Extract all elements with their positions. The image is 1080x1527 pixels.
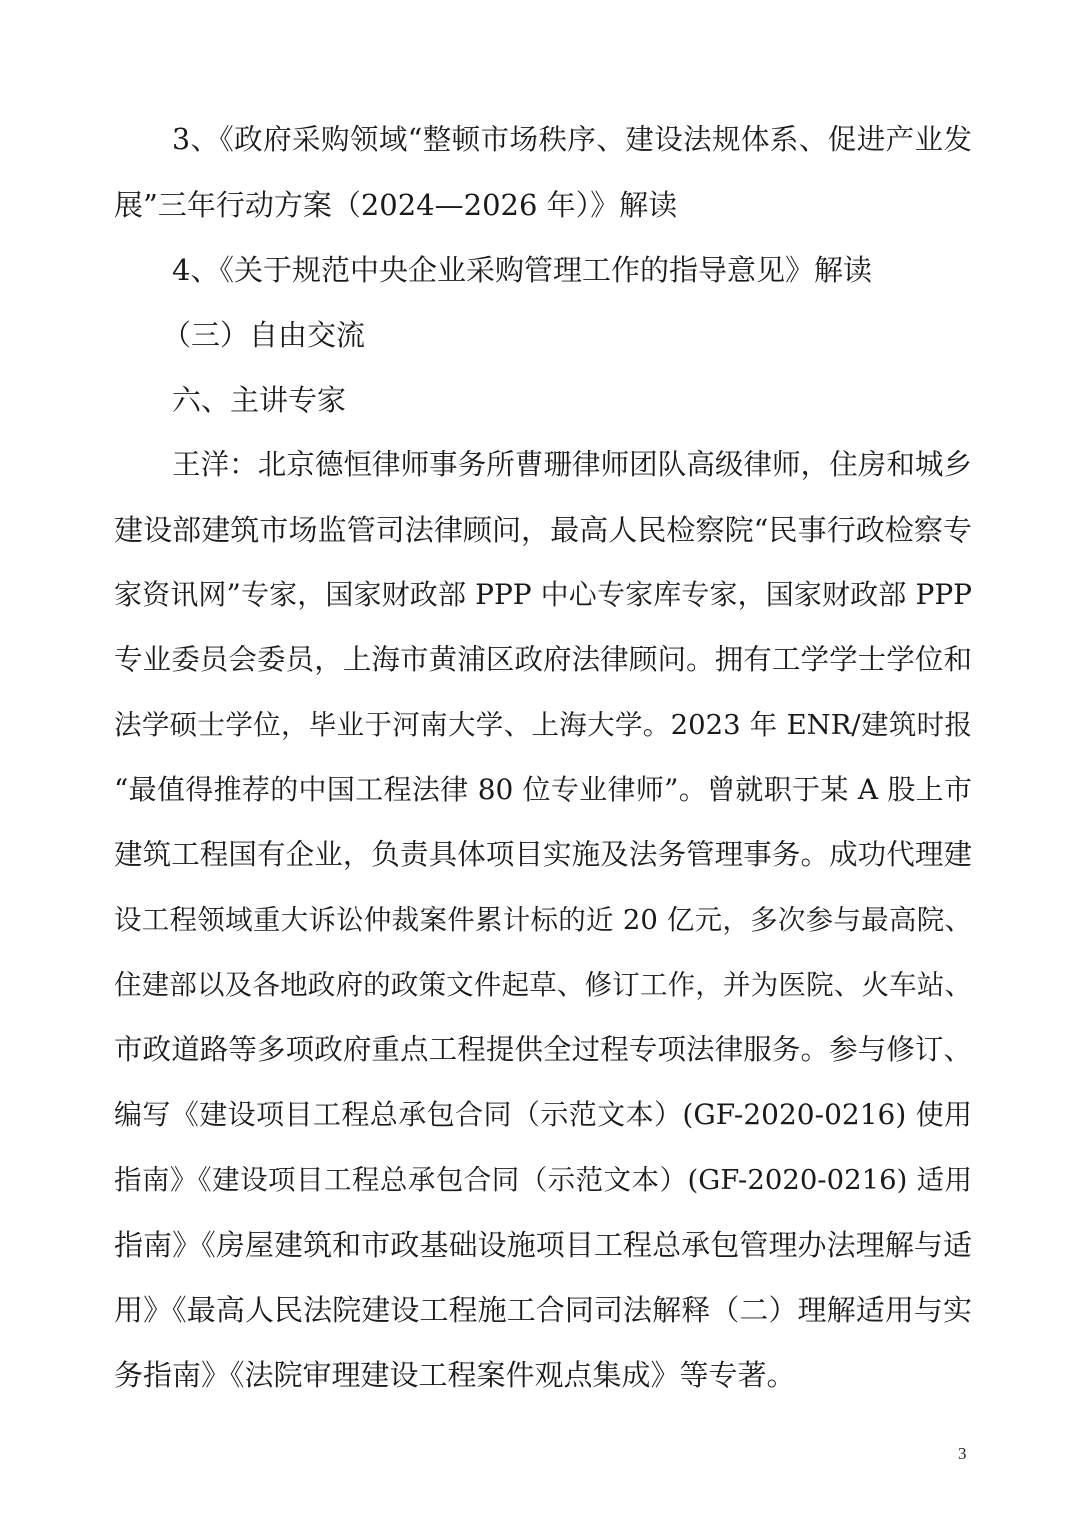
agenda-item-3-line-2: 展”三年行动方案（2024—2026 年）》解读 [114,188,678,222]
speaker-bio-line-7: 建筑工程国有企业，负责具体项目实施及法务管理事务。成功代理建 [114,838,972,871]
agenda-item-4: 4、《关于规范中央企业采购管理工作的指导意见》解读 [172,253,872,287]
speaker-bio-line-1: 王洋：北京德恒律师事务所曹珊律师团队高级律师，住房和城乡 [172,448,972,481]
speaker-bio-line-15: 务指南》《法院审理建设工程案件观点集成》等专著。 [114,1358,796,1392]
section-free-exchange: （三）自由交流 [162,318,366,352]
speaker-bio-line-2: 建设部建筑市场监管司法律顾问，最高人民检察院“民事行政检察专 [114,513,972,547]
speaker-bio-line-6: “最值得推荐的中国工程法律 80 位专业律师”。曾就职于某 A 股上市 [114,773,972,806]
section-heading-speakers: 六、主讲专家 [172,383,347,417]
speaker-bio-line-3: 家资讯网”专家，国家财政部 PPP 中心专家库专家，国家财政部 PPP [114,578,972,611]
speaker-bio-line-12: 指南》《建设项目工程总承包合同（示范文本）(GF-2020-0216) 适用 [114,1164,972,1196]
speaker-bio-line-14: 用》《最高人民法院建设工程施工合同司法解释（二）理解适用与实 [114,1293,972,1327]
speaker-bio-line-4: 专业委员会委员，上海市黄浦区政府法律顾问。拥有工学学士学位和 [114,643,972,676]
speaker-bio-line-13: 指南》《房屋建筑和市政基础设施项目工程总承包管理办法理解与适 [114,1228,972,1262]
speaker-bio-line-11: 编写《建设项目工程总承包合同（示范文本）(GF-2020-0216) 使用 [114,1098,972,1131]
agenda-item-3-line-1: 3、《政府采购领域“整顿市场秩序、建设法规体系、促进产业发 [172,123,972,156]
speaker-bio-line-9: 住建部以及各地政府的政策文件起草、修订工作，并为医院、火车站、 [114,969,972,1001]
speaker-bio-line-10: 市政道路等多项政府重点工程提供全过程专项法律服务。参与修订、 [114,1033,972,1066]
speaker-bio-line-8: 设工程领域重大诉讼仲裁案件累计标的近 20 亿元，多次参与最高院、 [114,904,972,936]
speaker-bio-line-5: 法学硕士学位，毕业于河南大学、上海大学。2023 年 ENR/建筑时报 [114,709,972,741]
page-number: 3 [958,1444,967,1463]
